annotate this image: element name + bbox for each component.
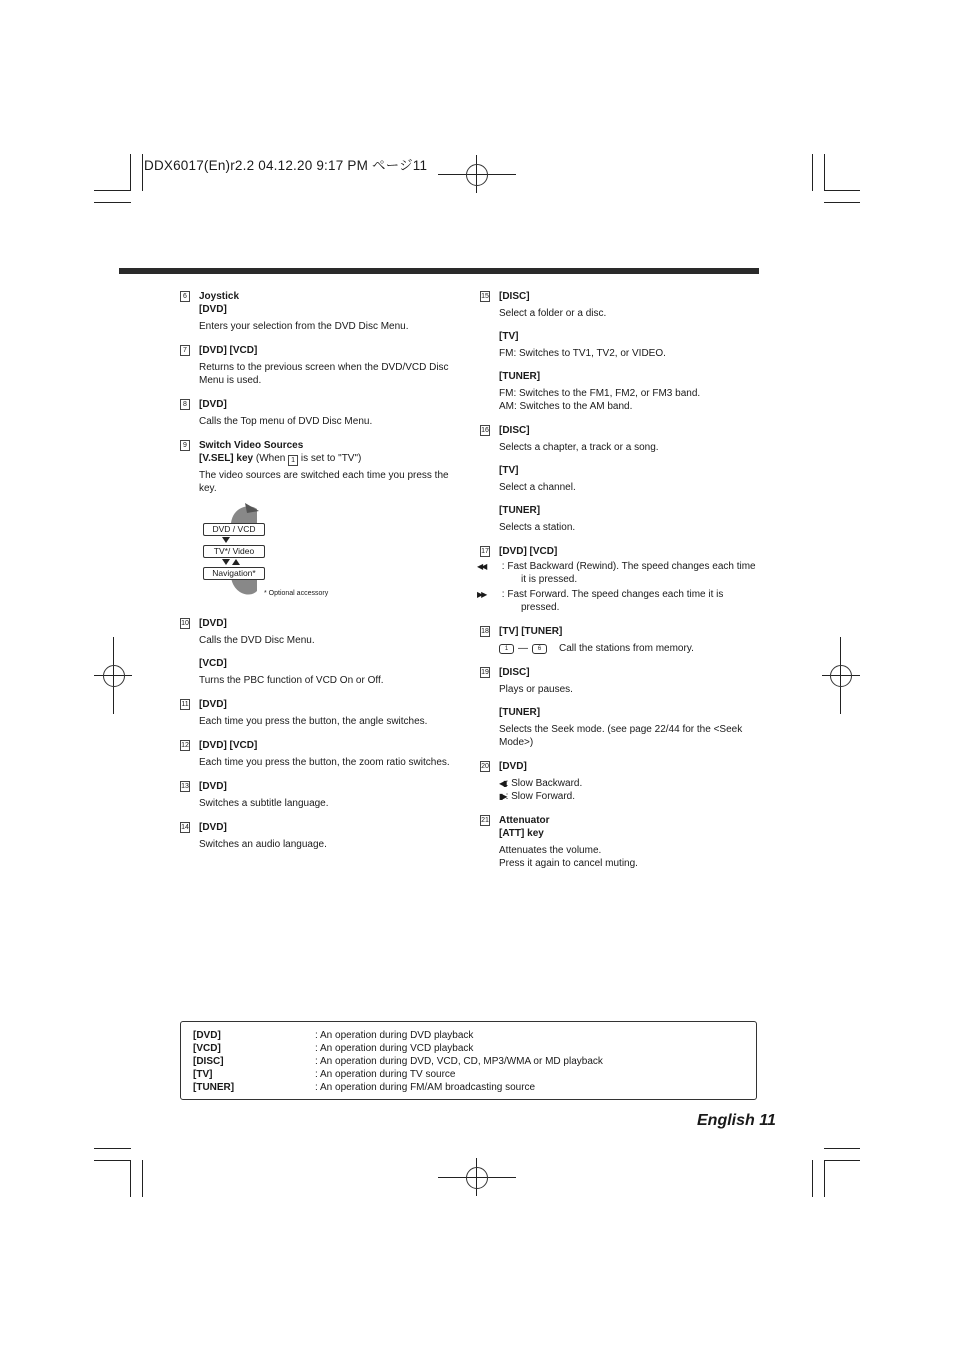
item-title-3: [TUNER]	[499, 371, 541, 382]
item-19	[480, 666, 760, 749]
item-number: 14	[181, 824, 189, 831]
item-14	[180, 821, 460, 851]
item-13	[180, 780, 460, 810]
item-desc: Enters your selection from the DVD Disc Menu.	[199, 321, 409, 332]
item-16	[480, 424, 760, 534]
top-rule	[119, 268, 759, 274]
left-column	[180, 290, 460, 862]
slow-backward-row	[499, 777, 760, 790]
item-desc: Each time you press the button, the zoom ratio switches.	[199, 757, 450, 768]
page-footer-language-number: English 11	[697, 1112, 776, 1129]
inline-number: 1	[288, 455, 298, 466]
item-number: 10	[181, 620, 189, 627]
item-desc: Switches an audio language.	[199, 839, 327, 850]
item-12	[180, 739, 460, 769]
item-number: 21	[481, 817, 489, 824]
item-11	[180, 698, 460, 728]
item-desc: Call the stations from memory.	[559, 643, 694, 654]
item-desc: Calls the Top menu of DVD Disc Menu.	[199, 416, 373, 427]
slow-backward-desc: : Slow Backward.	[505, 778, 583, 789]
item-number: 20	[481, 763, 489, 770]
item-desc-2: Selects the Seek mode. (see page 22/44 for the <Seek Mode>)	[499, 724, 743, 748]
item-title: [DISC]	[499, 291, 530, 302]
item-number: 8	[180, 399, 190, 410]
item-18	[480, 625, 760, 655]
item-title: [DVD]	[199, 781, 227, 792]
item-title: [TV] [TUNER]	[499, 626, 563, 637]
arrow-up-icon	[232, 559, 240, 565]
fast-backward-desc: : Fast Backward (Rewind). The speed changes each time it is pressed.	[501, 561, 756, 585]
item-title-2: [TV]	[499, 331, 519, 342]
legend-row-vcd: [VCD] : An operation during VCD playback	[193, 1043, 474, 1054]
item-title-2: [TUNER]	[499, 707, 541, 718]
preset-key-row	[499, 642, 760, 655]
slow-backward-icon: ◀▮	[499, 779, 506, 788]
item-number: 11	[181, 701, 189, 708]
slow-forward-desc: : Slow Forward.	[505, 791, 576, 802]
key-name: [V.SEL] key	[199, 453, 254, 464]
key-note-post: is set to "TV")	[298, 453, 362, 464]
item-title: [DISC]	[499, 425, 530, 436]
item-subtitle: [ATT] key	[499, 828, 544, 839]
item-number: 19	[481, 669, 489, 676]
item-21	[480, 814, 760, 870]
item-number: 17	[481, 548, 489, 555]
item-17	[477, 545, 760, 614]
item-9	[180, 439, 460, 606]
arrow-down-icon	[222, 537, 230, 543]
key-range-dash: —	[518, 643, 528, 654]
item-number: 15	[481, 293, 489, 300]
item-title: [DVD] [VCD]	[499, 546, 558, 557]
preset-key-1-icon: 1	[499, 644, 514, 654]
item-desc-3: FM: Switches to the FM1, FM2, or FM3 band.	[499, 388, 701, 399]
item-desc: Each time you press the button, the angle switches.	[199, 716, 428, 727]
preset-key-6-icon: 6	[532, 644, 547, 654]
item-desc: Select a folder or a disc.	[499, 308, 607, 319]
item-desc: Switches a subtitle language.	[199, 798, 329, 809]
right-column	[477, 290, 760, 881]
item-desc: Returns to the previous screen when the DVD/VCD Disc Menu is used.	[199, 362, 449, 386]
item-number: 7	[180, 345, 190, 356]
source-box-navigation: Navigation*	[203, 567, 265, 580]
item-number: 16	[481, 427, 489, 434]
legend-row-dvd: [DVD] : An operation during DVD playback	[193, 1030, 474, 1041]
item-number: 9	[180, 440, 190, 451]
legend-row-tuner: [TUNER] : An operation during FM/AM broadcasting source	[193, 1082, 536, 1093]
item-10	[180, 617, 460, 687]
slow-forward-icon: ▮▶	[499, 792, 506, 801]
item-title: [DVD]	[199, 399, 227, 410]
item-20	[480, 760, 760, 803]
key-note-pre: (When	[253, 453, 289, 464]
figure-footnote: * Optional accessory	[264, 590, 329, 597]
legend-row-tv: [TV] : An operation during TV source	[193, 1069, 456, 1080]
item-title: [DVD] [VCD]	[199, 345, 258, 356]
item-desc: Attenuates the volume.	[499, 845, 602, 856]
item-desc: Plays or pauses.	[499, 684, 573, 695]
legend-row-disc: [DISC] : An operation during DVD, VCD, CD, MP3/WMA or MD playback	[193, 1056, 603, 1067]
item-desc-2: Turns the PBC function of VCD On or Off.	[199, 675, 384, 686]
item-title: [DVD] [VCD]	[199, 740, 258, 751]
item-title: [DVD]	[199, 699, 227, 710]
fast-backward-row: ◀◀ : Fast Backward (Rewind). The speed changes each time it is pressed.	[477, 561, 756, 585]
item-7	[180, 344, 460, 387]
slow-forward-row	[499, 790, 760, 803]
item-desc-2: FM: Switches to TV1, TV2, or VIDEO.	[499, 348, 666, 359]
item-title-2: [VCD]	[199, 658, 227, 669]
item-subtitle: [DVD]	[199, 304, 227, 315]
item-desc-2: Press it again to cancel muting.	[499, 858, 638, 869]
item-title: [DVD]	[499, 761, 527, 772]
fast-forward-desc: : Fast Forward. The speed changes each time it is pressed.	[501, 589, 724, 613]
item-title: [DISC]	[499, 667, 530, 678]
item-number: 12	[181, 742, 189, 749]
item-number: 13	[181, 783, 189, 790]
item-title: Switch Video Sources	[199, 440, 304, 451]
item-number: 18	[481, 628, 489, 635]
item-subtitle	[199, 452, 460, 465]
item-15	[480, 290, 760, 413]
item-6	[180, 290, 460, 333]
video-source-cycle-diagram	[199, 501, 460, 606]
item-title: [DVD]	[199, 618, 227, 629]
item-title: Attenuator	[499, 815, 550, 826]
item-desc: The video sources are switched each time you press the key.	[199, 470, 449, 494]
item-desc: Selects a chapter, a track or a song.	[499, 442, 659, 453]
item-8	[180, 398, 460, 428]
operation-legend-box	[180, 1021, 757, 1100]
item-title-3: [TUNER]	[499, 505, 541, 516]
item-title: [DVD]	[199, 822, 227, 833]
item-desc-2: Select a channel.	[499, 482, 576, 493]
item-desc: Calls the DVD Disc Menu.	[199, 635, 315, 646]
source-box-dvd-vcd: DVD / VCD	[203, 523, 265, 536]
item-desc-3: Selects a station.	[499, 522, 576, 533]
arrow-down-icon	[222, 559, 230, 565]
item-title-2: [TV]	[499, 465, 519, 476]
fast-forward-row: ▶▶ : Fast Forward. The speed changes each time it is pressed.	[477, 589, 724, 613]
source-box-tv-video: TV*/ Video	[203, 545, 265, 558]
item-number: 6	[180, 291, 190, 302]
print-header: DDX6017(En)r2.2 04.12.20 9:17 PM ページ11	[144, 158, 428, 173]
item-desc-3b: AM: Switches to the AM band.	[499, 401, 633, 412]
item-title: Joystick	[199, 291, 240, 302]
